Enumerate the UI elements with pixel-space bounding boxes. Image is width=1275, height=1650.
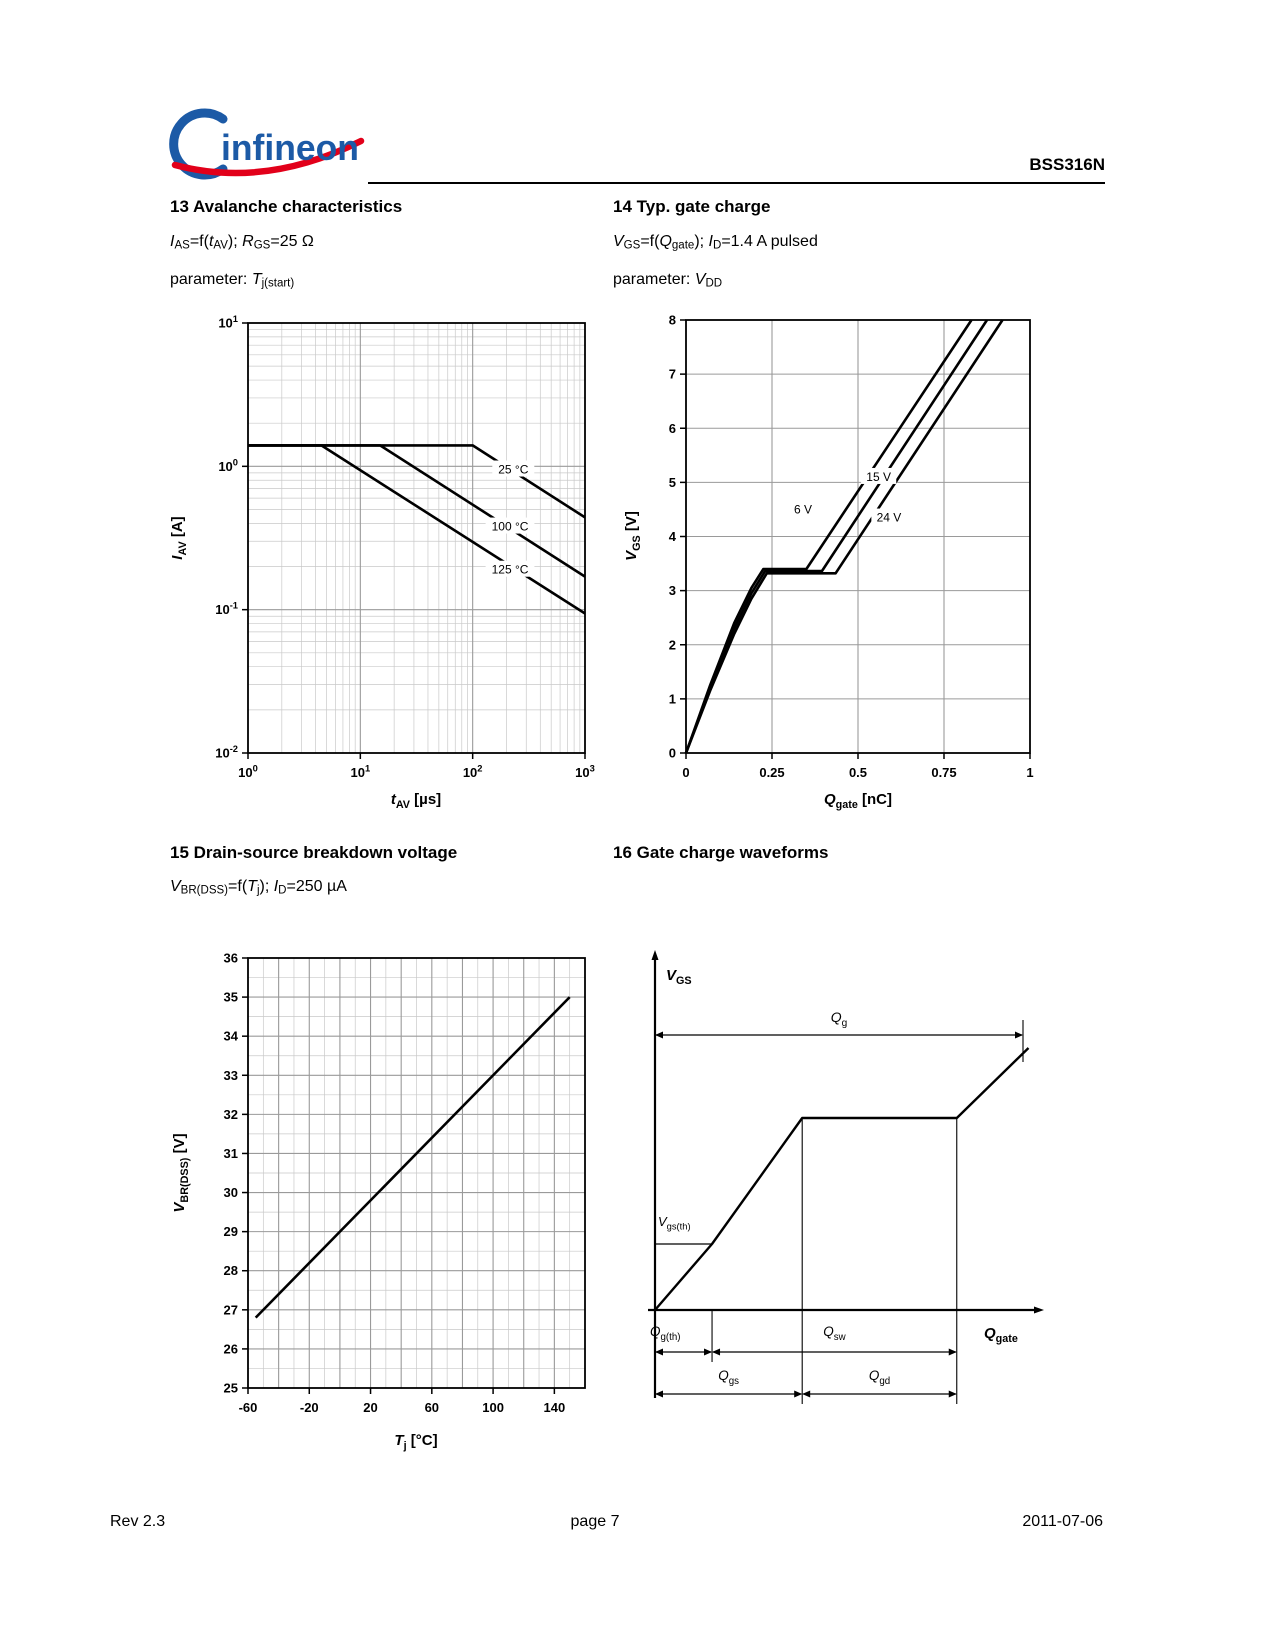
y-tick-label: 36 [223, 950, 238, 966]
breakdown-chart [150, 938, 620, 1468]
y-tick-label: 8 [668, 312, 676, 328]
y-tick-label: 26 [223, 1341, 238, 1357]
y-tick-label: $10^0$ [218, 457, 238, 474]
arrowhead [704, 1349, 712, 1356]
series-125-°C [248, 445, 585, 613]
y-tick-label: 0 [668, 745, 676, 761]
section-14-title: 14 Typ. gate charge [613, 197, 771, 216]
avalanche-chart [150, 308, 620, 828]
section-15-title: 15 Drain-source breakdown voltage [170, 843, 458, 862]
section-14-formula: VGS=f(Qgate); ID=1.4 A pulsed [613, 233, 818, 252]
section-13-formula: IAS=f(tAV); RGS=25 Ω [170, 233, 314, 252]
grid [248, 958, 585, 1388]
y-tick-label: 32 [223, 1106, 238, 1122]
qgs-label: $Q_{gs}$ [718, 1368, 739, 1387]
series-100-°C [248, 445, 585, 576]
arrowhead [949, 1349, 957, 1356]
x-tick-label: $10^3$ [575, 763, 595, 780]
footer-page-number: page 7 [570, 1513, 620, 1530]
x-tick-label: 20 [363, 1400, 378, 1415]
infineon-logo [165, 103, 365, 188]
x-tick-label: 0.25 [759, 765, 785, 780]
section-16-title: 16 Gate charge waveforms [613, 843, 829, 862]
series-label: 24 V [876, 510, 902, 525]
x-tick-label: -20 [299, 1400, 319, 1415]
y-tick-label: 33 [223, 1067, 238, 1083]
y-tick-label: 30 [223, 1185, 238, 1201]
logo-text: infineon [221, 127, 359, 168]
y-tick-label: $10^1$ [218, 314, 238, 331]
footer-revision: Rev 2.3 [110, 1513, 166, 1530]
vgsth-label: $V_{gs(th)}$ [658, 1214, 691, 1232]
x-tick-label: 1 [1026, 765, 1034, 780]
y-tick-label: 25 [223, 1380, 238, 1396]
header-rule [368, 182, 1105, 184]
grid [248, 323, 585, 753]
y-tick-label: 31 [223, 1145, 238, 1161]
y-tick-label: 28 [223, 1263, 238, 1279]
arrowhead [802, 1391, 810, 1398]
y-tick-label: 6 [668, 420, 676, 436]
qgate-axis-label: $Q_{gate}$ [984, 1325, 1018, 1346]
grid [686, 320, 1030, 753]
x-tick-label: 0.5 [848, 765, 868, 780]
series-VBR(DSS) [256, 997, 570, 1318]
qsw-label: $Q_{sw}$ [823, 1324, 846, 1343]
arrowhead [655, 1391, 663, 1398]
x-tick-label: $10^0$ [238, 763, 258, 780]
x-tick-label: 0.75 [931, 765, 957, 780]
y-axis-title: $V_{BR(DSS)}$ [V] [171, 1133, 192, 1213]
arrowhead [1015, 1032, 1023, 1039]
arrowhead [655, 1349, 663, 1356]
x-tick-label: -60 [238, 1400, 258, 1415]
arrowhead [655, 1032, 663, 1039]
section-13-parameter: parameter: Tj(start) [170, 271, 295, 290]
y-tick-label: 4 [668, 529, 676, 544]
x-tick-label: 140 [543, 1400, 566, 1415]
section-15-formula: VBR(DSS)=f(Tj); ID=250 µA [170, 878, 347, 897]
qg-label: $Q_g$ [830, 1009, 848, 1029]
y-tick-label: $10^{-2}$ [215, 744, 238, 761]
series-label: 15 V [866, 469, 891, 484]
arrowhead [652, 950, 659, 960]
qgth-label: $Q_{g(th)}$ [650, 1324, 681, 1343]
arrowhead [949, 1391, 957, 1398]
qgd-label: $Q_{gd}$ [868, 1368, 891, 1387]
y-tick-label: $10^{-1}$ [215, 600, 238, 618]
part-number: BSS316N [1029, 155, 1105, 174]
y-tick-label: 34 [223, 1028, 238, 1044]
y-tick-label: 27 [223, 1302, 238, 1318]
arrowhead [794, 1391, 802, 1398]
vgs-axis-label: $V_{GS}$ [666, 967, 692, 988]
arrowhead [1034, 1307, 1044, 1314]
y-tick-label: 29 [223, 1224, 238, 1240]
gate-charge-chart [600, 308, 1080, 828]
section-14-parameter: parameter: VDD [613, 271, 723, 290]
y-tick-label: 5 [668, 474, 676, 490]
gate-charge-waveform-diagram [620, 928, 1100, 1448]
x-tick-label: $10^1$ [350, 763, 371, 780]
x-tick-label: 0 [682, 765, 690, 780]
y-axis-title: $I_{AV}$ [A] [169, 516, 190, 560]
y-tick-label: 2 [668, 637, 676, 653]
series-label: 125 °C [491, 562, 529, 577]
series-label: 6 V [793, 502, 812, 517]
x-axis-title: $Q_{gate}$ [nC] [823, 791, 893, 812]
series-label: 100 °C [491, 519, 529, 534]
y-axis-title: $V_{GS}$ [V] [623, 511, 644, 561]
section-13-title: 13 Avalanche characteristics [170, 197, 403, 216]
plot-border [248, 323, 585, 753]
y-tick-label: 35 [223, 989, 238, 1005]
x-tick-label: 100 [482, 1400, 504, 1415]
y-tick-label: 1 [668, 691, 676, 707]
x-tick-label: 60 [424, 1400, 440, 1415]
x-axis-title: $t_{AV}$ [µs] [390, 791, 442, 812]
arrowhead [712, 1349, 720, 1356]
y-tick-label: 7 [668, 366, 676, 382]
series-label: 25 °C [498, 462, 529, 477]
footer-date: 2011-07-06 [1022, 1513, 1103, 1530]
vgs-waveform [655, 1048, 1029, 1310]
x-axis-title: $T_j$ [°C] [394, 1432, 438, 1453]
x-tick-label: $10^2$ [462, 763, 483, 780]
y-tick-label: 3 [668, 583, 676, 599]
